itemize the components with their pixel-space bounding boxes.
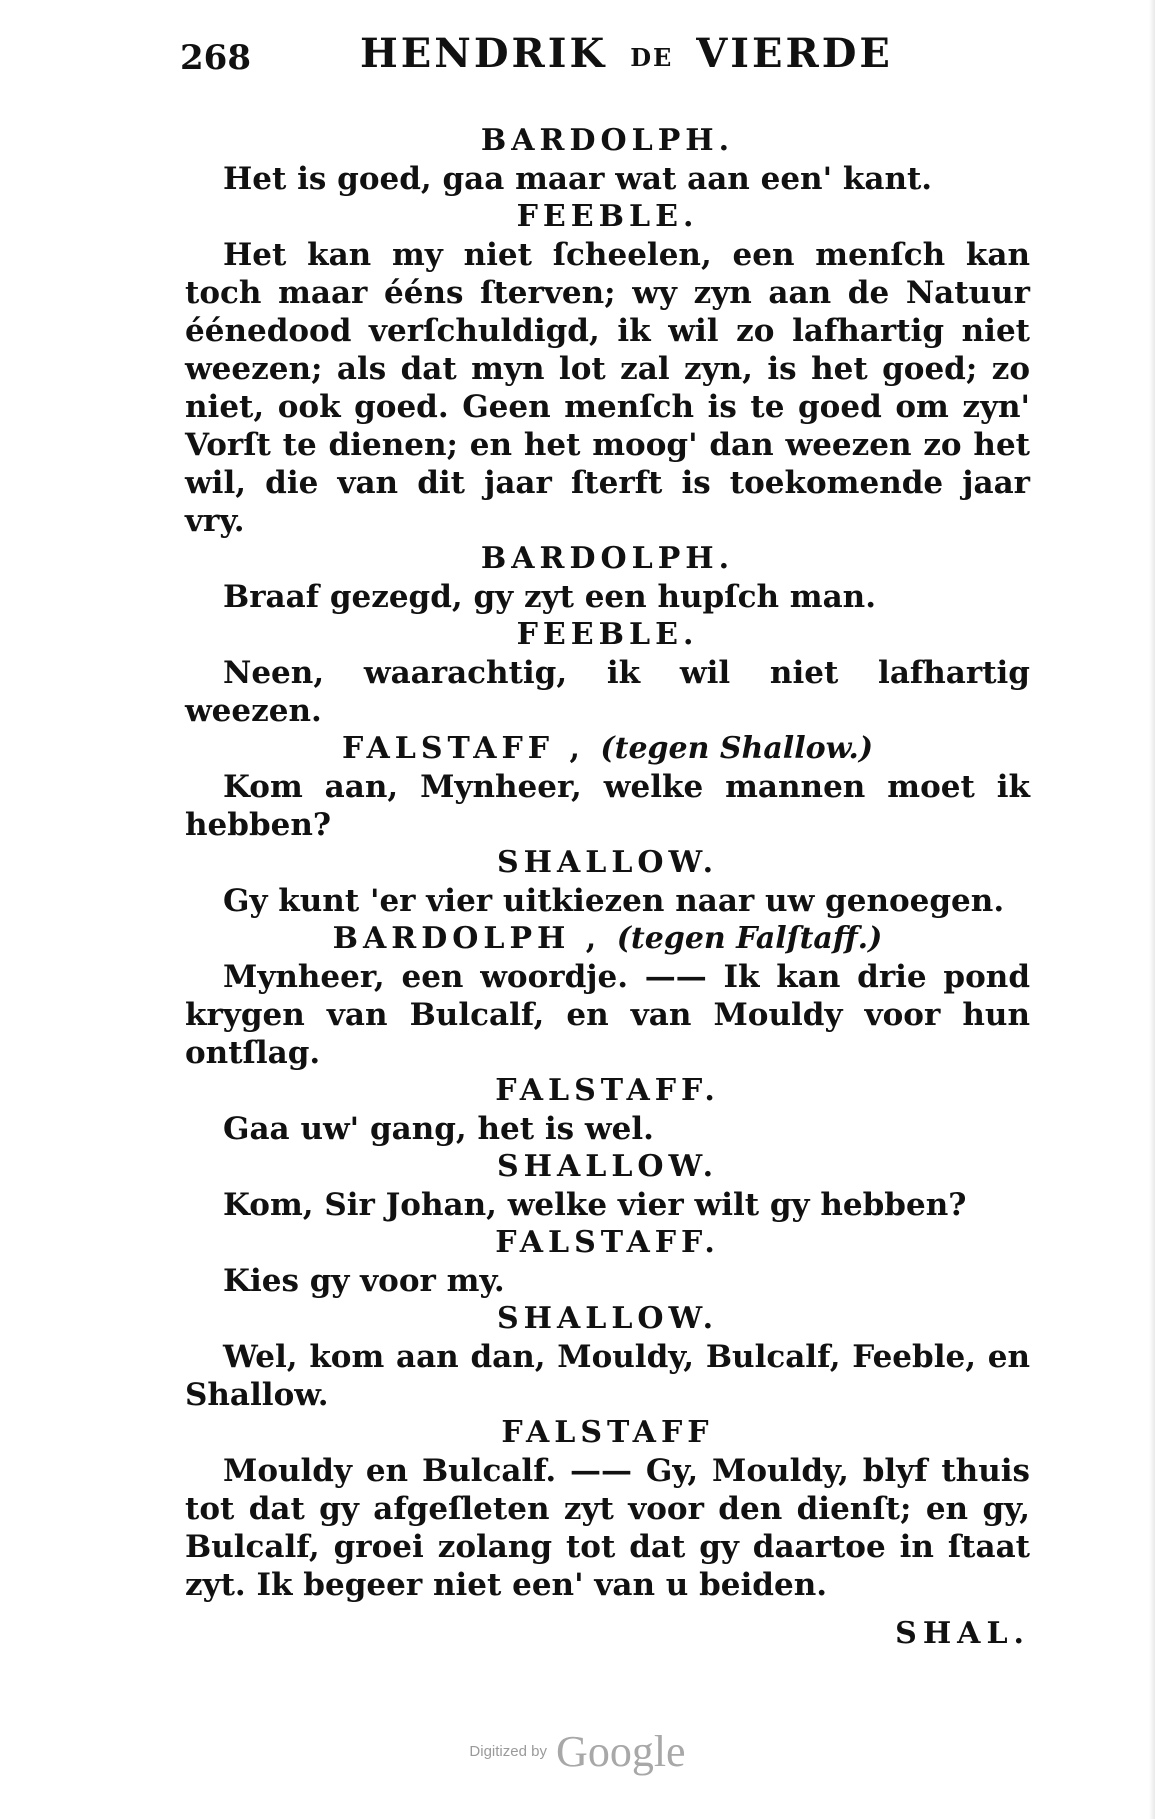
speaker-name: FALSTAFF. [495,1073,720,1108]
page-edge [1149,0,1155,1819]
running-header [180,30,900,100]
speaker-name: SHALLOW. [496,1149,719,1184]
page-number: 268 [180,38,251,78]
speech: Kom, Sir Johan, welke vier wilt gy hebben? [223,1187,967,1223]
running-title-part3: VIERDE [696,30,893,77]
speech: Mynheer, een woordje. —— Ik kan drie pond krygen van Bulcalf, en van Mouldy voor hun ontſlag. [185,959,1030,1071]
speaker-heading [185,540,1030,578]
speaker-name: SHALLOW. [496,1301,719,1336]
stage-direction: (tegen Shallow.) [600,731,874,766]
running-title-part2: DE [630,42,674,72]
speaker-heading [185,122,1030,160]
catchword: SHAL. [895,1616,1030,1651]
digitization-watermark [0,1726,1155,1777]
speech: Het kan my niet ſcheelen, een menſch kan toch maar ééns ſterven; wy zyn aan de Natuur éénedood verſchuldigd, ik wil zo lafhartig niet weezen; als dat myn lot zal zyn, is het goed; zo niet, ook goed. Geen menſch is te goed om zyn' Vorſt te dienen; en het moog' dan weezen zo het wil, die van dit jaar ſterft is toekomende jaar vry. [185,237,1030,539]
speaker-heading [185,1148,1030,1186]
speaker-heading [185,1414,1030,1452]
speaker-heading [185,1300,1030,1338]
digitized-by-label: Digitized by [469,1743,547,1760]
speech: Neen, waarachtig, ik wil niet lafhartig weezen. [185,655,1030,729]
speaker-heading [185,844,1030,882]
speaker-heading [185,198,1030,236]
speaker-name: FALSTAFF [501,1415,714,1450]
speaker-name: BARDOLPH. [480,541,735,576]
speaker-heading [185,616,1030,654]
google-logo: Google [556,1727,686,1776]
speaker-name: FALSTAFF. [495,1225,720,1260]
speaker-name: FEEBLE. [516,199,699,234]
speaker-name: BARDOLPH , [332,921,602,956]
speaker-heading [185,1224,1030,1262]
running-title-part1: HENDRIK [360,30,608,77]
speech: Gy kunt 'er vier uitkiezen naar uw genoegen. [223,883,1005,919]
speaker-heading [185,730,1030,768]
speech: Braaf gezegd, gy zyt een hupſch man. [223,579,876,615]
play-text [185,122,1030,1654]
speaker-heading [185,1072,1030,1110]
speaker-name: FEEBLE. [516,617,699,652]
speech: Gaa uw' gang, het is wel. [223,1111,654,1147]
speaker-name: SHALLOW. [496,845,719,880]
speaker-name: FALSTAFF , [341,731,585,766]
speaker-name: BARDOLPH. [480,123,735,158]
speech: Kom aan, Mynheer, welke mannen moet ik hebben? [185,769,1030,843]
speech: Kies gy voor my. [223,1263,505,1299]
speaker-heading [185,920,1030,958]
speech: Het is goed, gaa maar wat aan een' kant. [223,161,933,197]
speech: Mouldy en Bulcalf. —— Gy, Mouldy, blyf thuis tot dat gy afgeſleten zyt voor den dienſt; en gy, Bulcalf, groei zolang tot dat gy daartoe in ſtaat zyt. Ik begeer niet een' van u beiden. [185,1453,1030,1603]
stage-direction: (tegen Falſtaff.) [616,921,883,956]
speech: Wel, kom aan dan, Mouldy, Bulcalf, Feeble, en Shallow. [185,1339,1030,1413]
running-title [360,30,893,77]
